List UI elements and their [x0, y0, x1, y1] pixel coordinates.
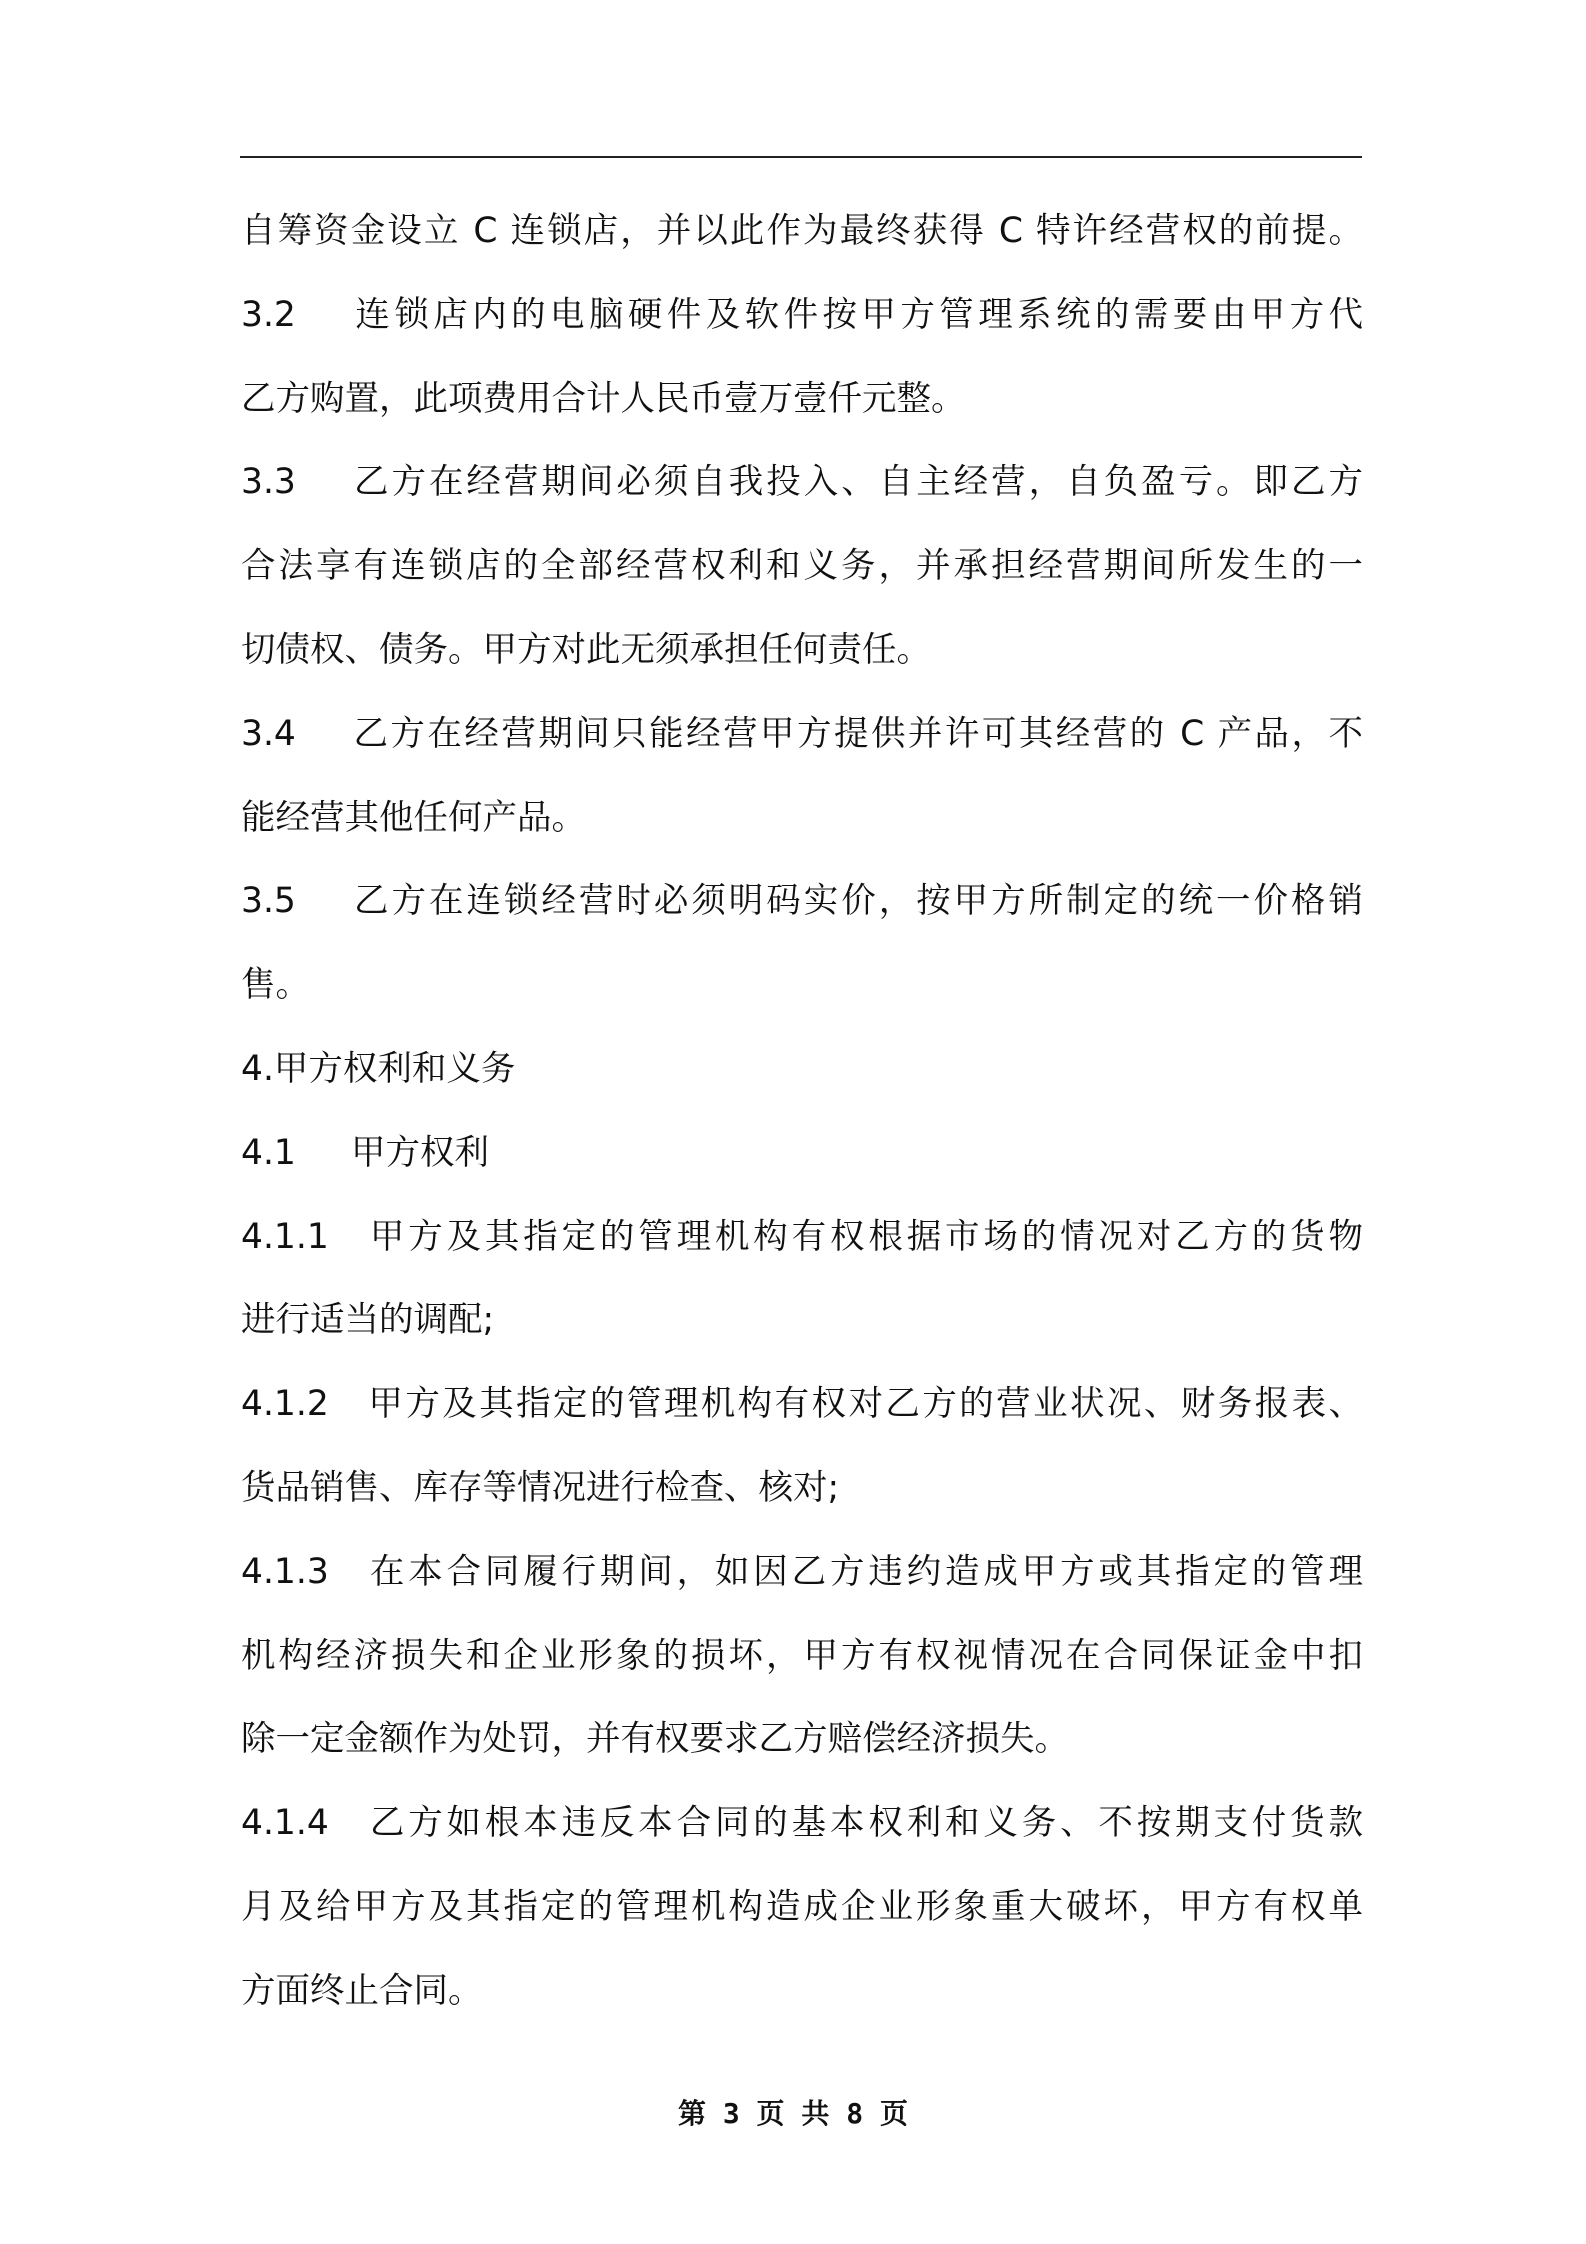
paragraph-line: [241, 525, 1363, 609]
line-text: 自筹资金设立 C 连锁店，并以此作为最终获得 C 特许经营权的前提。: [241, 211, 1363, 251]
heading-text: 4.甲方权利和义务: [241, 1048, 516, 1089]
line-text: 连锁店内的电脑硬件及软件按甲方管理系统的需要由甲方代: [351, 294, 1363, 335]
clause-number: 3.4: [241, 713, 296, 754]
paragraph-line: [241, 1866, 1363, 1950]
line-text: 合法享有连锁店的全部经营权利和义务，并承担经营期间所发生的一: [241, 546, 1363, 587]
paragraph-line: [241, 1615, 1363, 1699]
clause-3-4-line: [241, 693, 1363, 777]
paragraph-line: [241, 944, 1363, 1028]
paragraph-line: [241, 777, 1363, 861]
paragraph-line: [241, 358, 1363, 442]
clause-number: 4.1.2: [241, 1384, 329, 1425]
line-text: 方面终止合同。: [241, 1970, 483, 2011]
paragraph-line: [241, 1447, 1363, 1531]
header-rule: [240, 156, 1362, 158]
clause-4-1-3-line: [241, 1531, 1363, 1615]
line-text: 除一定金额作为处罚，并有权要求乙方赔偿经济损失。: [241, 1719, 1069, 1760]
clause-4-1-2-line: [241, 1363, 1363, 1447]
line-text: 乙方购置，此项费用合计人民币壹万壹仟元整。: [241, 378, 966, 419]
line-text: 甲方权利: [351, 1132, 489, 1173]
line-text: 切债权、债务。甲方对此无须承担任何责任。: [241, 629, 931, 670]
line-text: 甲方及其指定的管理机构有权对乙方的营业状况、财务报表、: [366, 1384, 1363, 1425]
line-text: 机构经济损失和企业形象的损坏，甲方有权视情况在合同保证金中扣: [241, 1635, 1363, 1676]
clause-number: 4.1.3: [241, 1551, 329, 1592]
clause-3-3-line: [241, 441, 1363, 525]
clause-number: 3.2: [241, 294, 296, 335]
clause-3-5-line: [241, 860, 1363, 944]
document-body: [241, 190, 1363, 2034]
line-text: 能经营其他任何产品。: [241, 797, 586, 838]
line-text: 货品销售、库存等情况进行检查、核对;: [241, 1467, 840, 1508]
line-text: 月及给甲方及其指定的管理机构造成企业形象重大破坏，甲方有权单: [241, 1886, 1363, 1927]
clause-number: 3.5: [241, 881, 296, 922]
paragraph-line: [241, 1698, 1363, 1782]
page-number-footer: 第 3 页 共 8 页: [677, 2097, 908, 2130]
line-text: 乙方在连锁经营时必须明码实价，按甲方所制定的统一价格销: [351, 881, 1363, 922]
line-text: 售。: [241, 965, 310, 1006]
line-text: 在本合同履行期间，如因乙方违约造成甲方或其指定的管理: [366, 1551, 1363, 1592]
line-text: 乙方在经营期间必须自我投入、自主经营，自负盈亏。即乙方: [351, 462, 1363, 503]
line-text: 乙方如根本违反本合同的基本权利和义务、不按期支付货款: [366, 1803, 1363, 1844]
line-text: 甲方及其指定的管理机构有权根据市场的情况对乙方的货物: [366, 1216, 1363, 1257]
clause-4-1-1-line: [241, 1196, 1363, 1280]
line-text: 进行适当的调配;: [241, 1300, 495, 1341]
clause-number: 4.1: [241, 1132, 296, 1173]
paragraph-line: [241, 190, 1363, 274]
clause-number: 4.1.4: [241, 1803, 329, 1844]
clause-4-1-4-line: [241, 1782, 1363, 1866]
paragraph-line: [241, 609, 1363, 693]
clause-4-1-line: [241, 1112, 1363, 1196]
section-heading: [241, 1028, 1363, 1112]
clause-number: 3.3: [241, 462, 296, 503]
clause-number: 4.1.1: [241, 1216, 329, 1257]
clause-3-2-line: [241, 274, 1363, 358]
paragraph-line: [241, 1279, 1363, 1363]
line-text: 乙方在经营期间只能经营甲方提供并许可其经营的 C 产品，不: [351, 713, 1363, 754]
paragraph-line: [241, 1950, 1363, 2034]
